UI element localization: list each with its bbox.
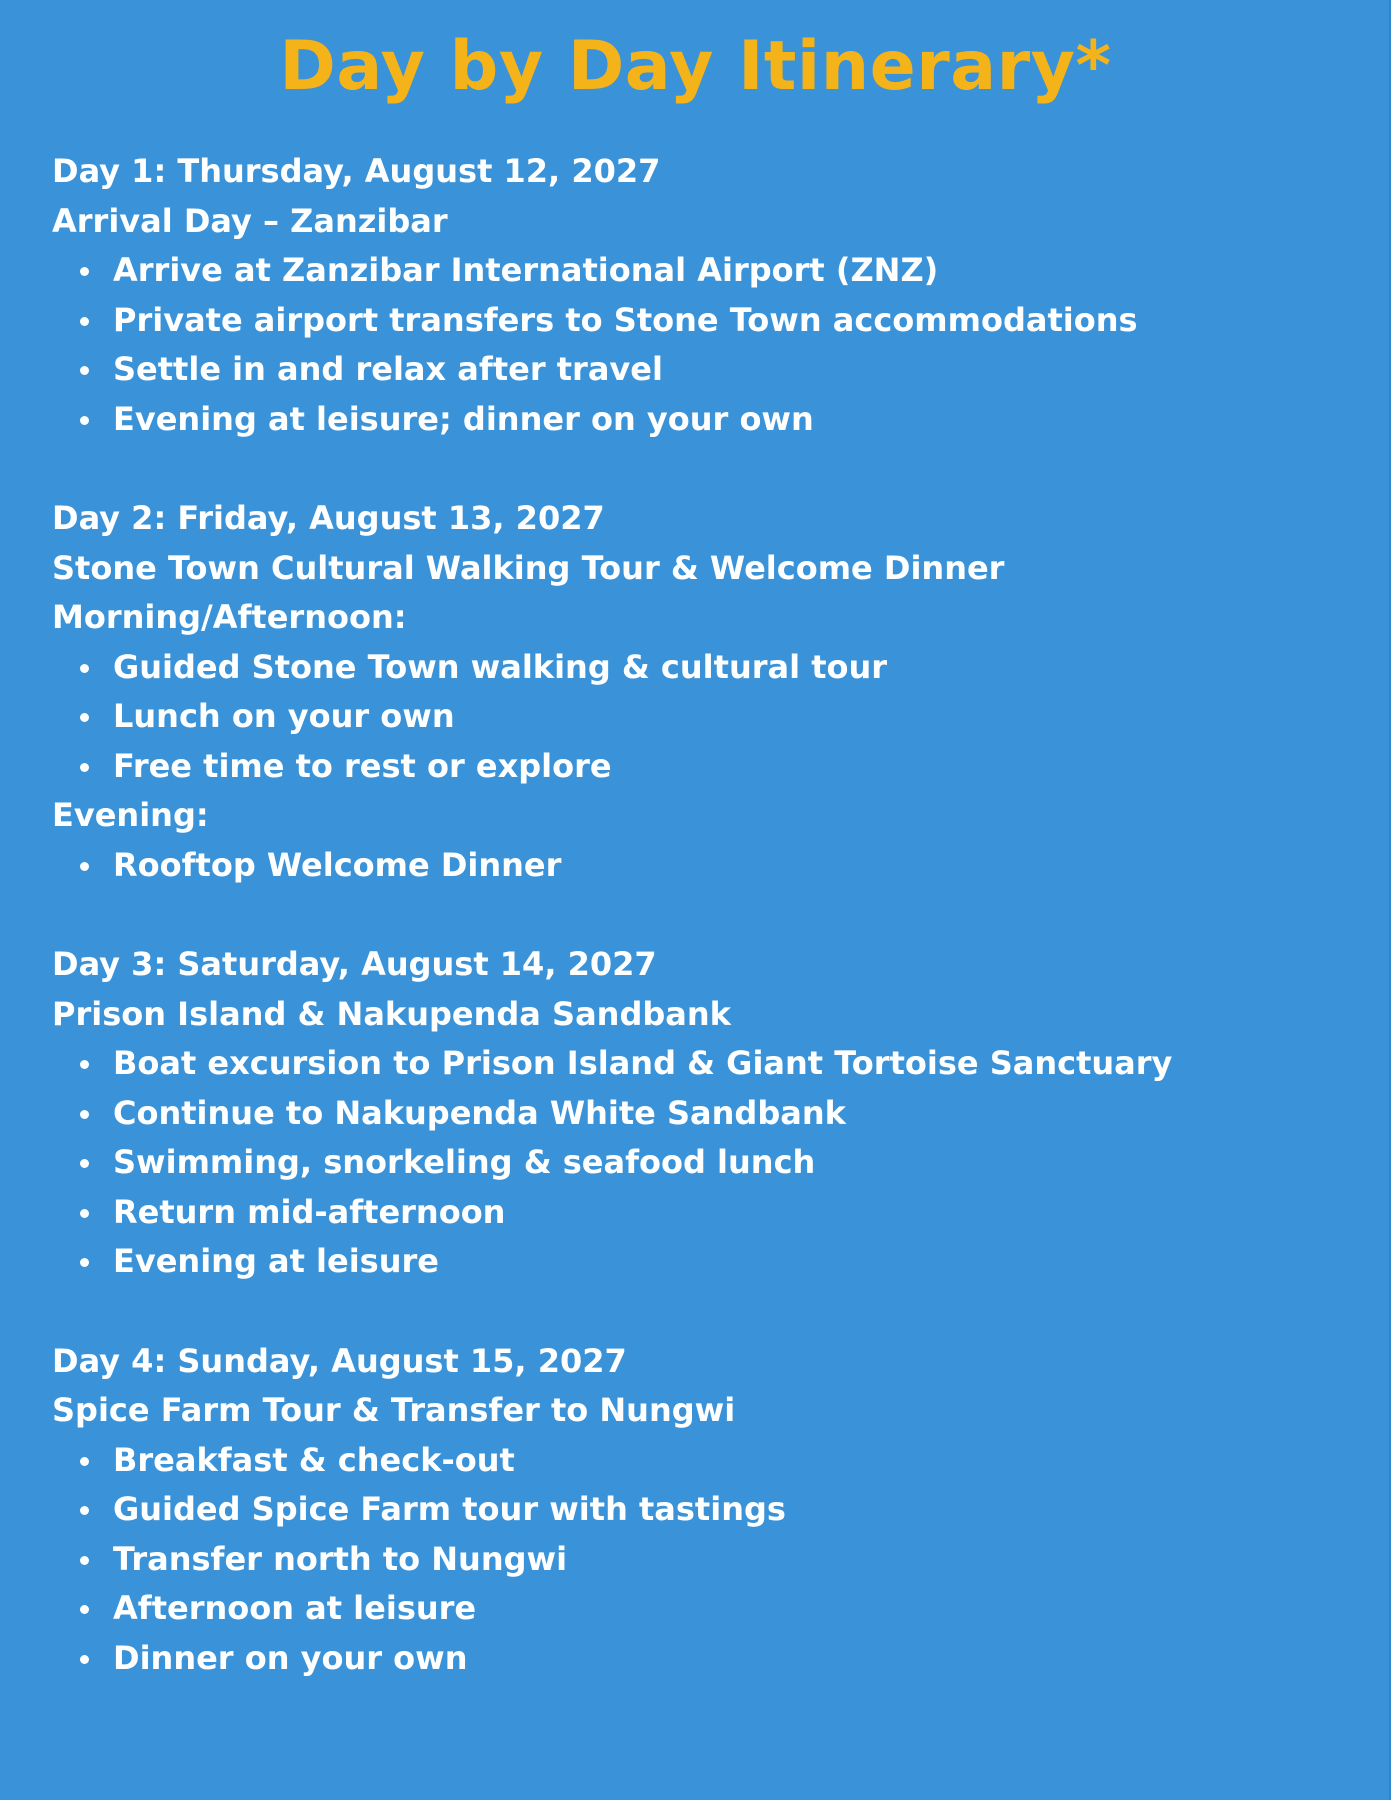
list-item: Rooftop Welcome Dinner: [52, 841, 1372, 891]
day-1-subtitle: Arrival Day – Zanzibar: [52, 201, 448, 240]
day-2-morning-label: Morning/Afternoon:: [52, 598, 407, 636]
day-4-section: [52, 1337, 1372, 1684]
day-4-subtitle: Spice Farm Tour & Transfer to Nungwi: [52, 1391, 736, 1429]
day-3-section: [52, 940, 1372, 1287]
day-2-morning-list: [52, 643, 1372, 792]
list-item: Breakfast & check-out: [52, 1436, 1372, 1486]
list-item: Guided Stone Town walking & cultural tour: [52, 643, 1372, 693]
list-item: Dinner on your own: [52, 1634, 1372, 1684]
day-4-list: [52, 1436, 1372, 1684]
day-4-heading: Day 4: Sunday, August 15, 2027: [52, 1341, 627, 1380]
day-2-evening-list: [52, 841, 1372, 891]
day-3-heading: Day 3: Saturday, August 14, 2027: [52, 945, 657, 983]
list-item: Boat excursion to Prison Island & Giant Tortoise Sanctuary: [52, 1039, 1372, 1089]
list-item: Transfer north to Nungwi: [52, 1535, 1372, 1585]
itinerary-content: [52, 147, 1372, 1733]
list-item: Lunch on your own: [52, 692, 1372, 742]
list-item: Return mid-afternoon: [52, 1188, 1372, 1238]
day-1-heading: Day 1: Thursday, August 12, 2027: [52, 152, 661, 190]
list-item: Evening at leisure; dinner on your own: [52, 395, 1372, 445]
list-item: Continue to Nakupenda White Sandbank: [52, 1089, 1372, 1139]
day-3-subtitle: Prison Island & Nakupenda Sandbank: [52, 994, 731, 1033]
page-title: Day by Day Itinerary*: [279, 27, 1112, 106]
day-2-evening-label: Evening:: [52, 796, 209, 834]
day-2-subtitle: Stone Town Cultural Walking Tour & Welcome Dinner: [52, 548, 1005, 587]
day-3-list: [52, 1039, 1372, 1287]
day-1-section: [52, 147, 1372, 444]
list-item: Settle in and relax after travel: [52, 345, 1372, 395]
list-item: Private airport transfers to Stone Town accommodations: [52, 296, 1372, 346]
list-item: Arrive at Zanzibar International Airport (ZNZ): [52, 246, 1372, 296]
day-1-list: [52, 246, 1372, 444]
list-item: Afternoon at leisure: [52, 1584, 1372, 1634]
day-2-section: [52, 494, 1372, 890]
list-item: Swimming, snorkeling & seafood lunch: [52, 1138, 1372, 1188]
day-2-heading: Day 2: Friday, August 13, 2027: [52, 499, 605, 537]
list-item: Evening at leisure: [52, 1237, 1372, 1287]
list-item: Free time to rest or explore: [52, 742, 1372, 792]
list-item: Guided Spice Farm tour with tastings: [52, 1485, 1372, 1535]
